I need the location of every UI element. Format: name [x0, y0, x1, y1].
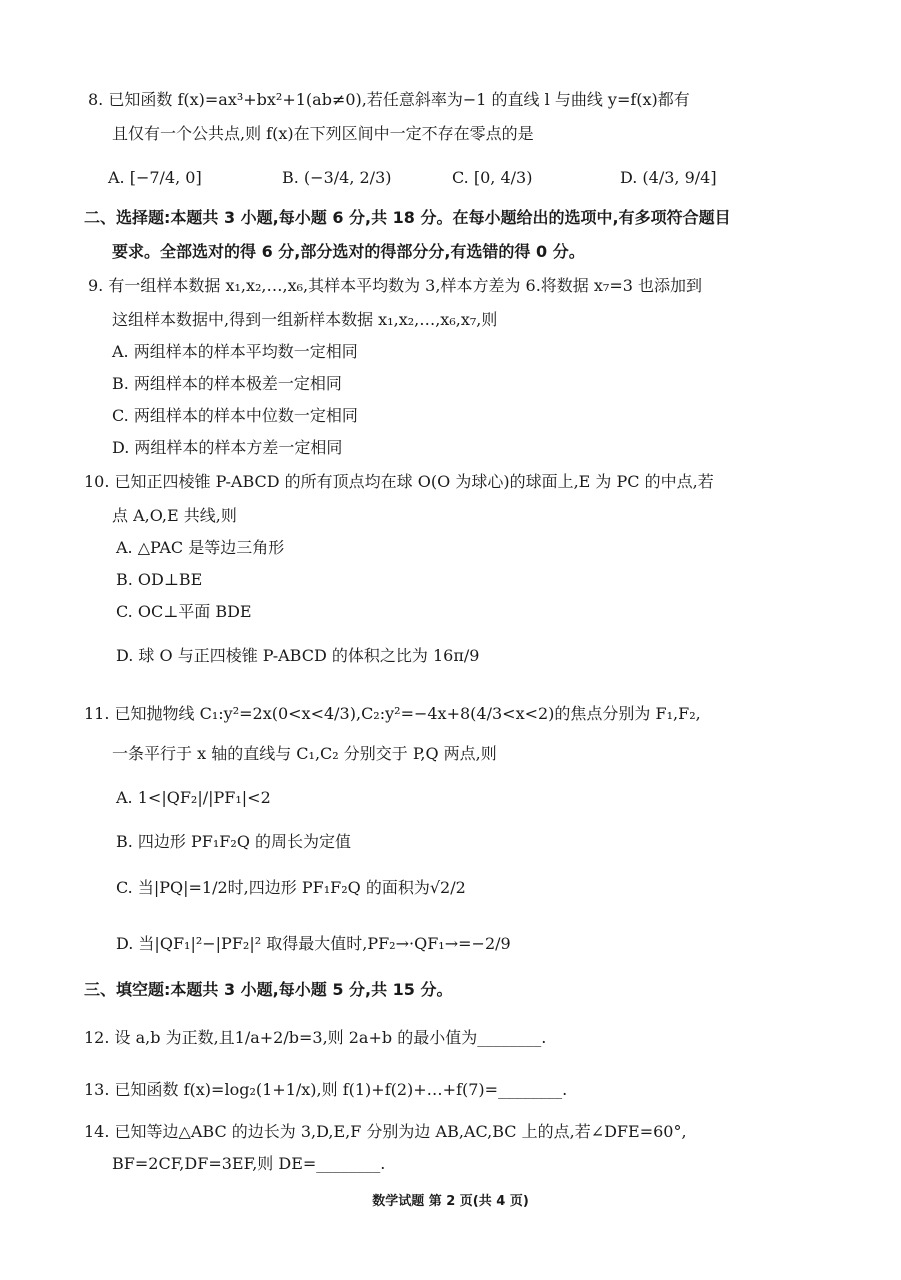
section-3-heading: 三、填空题:本题共 3 小题,每小题 5 分,共 15 分。 — [84, 980, 453, 999]
q9-option-b: B. 两组样本的样本极差一定相同 — [112, 374, 342, 393]
q11-option-a: A. 1<|QF₂|/|PF₁|<2 — [116, 788, 271, 807]
q13-line-1: 13. 已知函数 f(x)=log₂(1+1/x),则 f(1)+f(2)+…+f(7)=________. — [84, 1080, 568, 1099]
q10-line-1: 10. 已知正四棱锥 P-ABCD 的所有顶点均在球 O(O 为球心)的球面上,E 为 PC 的中点,若 — [84, 472, 714, 491]
q11-option-c: C. 当|PQ|=1/2时,四边形 PF₁F₂Q 的面积为√2/2 — [116, 878, 466, 897]
section-2-heading-line-1: 二、选择题:本题共 3 小题,每小题 6 分,共 18 分。在每小题给出的选项中,有多项符合题目 — [84, 208, 731, 227]
q8-option-c: C. [0, 4/3) — [452, 168, 533, 187]
section-2-heading-line-2: 要求。全部选对的得 6 分,部分选对的得部分分,有选错的得 0 分。 — [112, 242, 585, 261]
q14-line-1: 14. 已知等边△ABC 的边长为 3,D,E,F 分别为边 AB,AC,BC 上的点,若∠DFE=60°, — [84, 1122, 687, 1141]
q8-option-b: B. (−3/4, 2/3) — [282, 168, 392, 187]
q9-option-c: C. 两组样本的样本中位数一定相同 — [112, 406, 358, 425]
q11-line-2: 一条平行于 x 轴的直线与 C₁,C₂ 分别交于 P,Q 两点,则 — [112, 744, 497, 763]
q8-line-1: 8. 已知函数 f(x)=ax³+bx²+1(ab≠0),若任意斜率为−1 的直线 l 与曲线 y=f(x)都有 — [88, 90, 690, 109]
q10-option-a: A. △PAC 是等边三角形 — [116, 538, 285, 557]
page-footer: 数学试题 第 2 页(共 4 页) — [372, 1194, 529, 1209]
q11-option-d: D. 当|QF₁|²−|PF₂|² 取得最大值时,PF₂→·QF₁→=−2/9 — [116, 934, 511, 953]
q11-option-b: B. 四边形 PF₁F₂Q 的周长为定值 — [116, 832, 352, 851]
q10-option-d: D. 球 O 与正四棱锥 P-ABCD 的体积之比为 16π/9 — [116, 646, 480, 665]
q8-line-2: 且仅有一个公共点,则 f(x)在下列区间中一定不存在零点的是 — [112, 124, 534, 143]
q9-option-d: D. 两组样本的样本方差一定相同 — [112, 438, 343, 457]
q10-option-c: C. OC⊥平面 BDE — [116, 602, 252, 621]
q9-option-a: A. 两组样本的样本平均数一定相同 — [112, 342, 358, 361]
q8-option-d: D. (4/3, 9/4] — [620, 168, 717, 187]
q12-line-1: 12. 设 a,b 为正数,且1/a+2/b=3,则 2a+b 的最小值为________. — [84, 1028, 547, 1047]
q9-line-2: 这组样本数据中,得到一组新样本数据 x₁,x₂,…,x₆,x₇,则 — [112, 310, 498, 329]
q8-option-a: A. [−7/4, 0] — [108, 168, 202, 187]
q11-line-1: 11. 已知抛物线 C₁:y²=2x(0<x<4/3),C₂:y²=−4x+8(4/3<x<2)的焦点分别为 F₁,F₂, — [84, 704, 701, 723]
q10-option-b: B. OD⊥BE — [116, 570, 203, 589]
q10-line-2: 点 A,O,E 共线,则 — [112, 506, 237, 525]
q9-line-1: 9. 有一组样本数据 x₁,x₂,…,x₆,其样本平均数为 3,样本方差为 6.将数据 x₇=3 也添加到 — [88, 276, 702, 295]
q14-line-2: BF=2CF,DF=3EF,则 DE=________. — [112, 1154, 386, 1173]
